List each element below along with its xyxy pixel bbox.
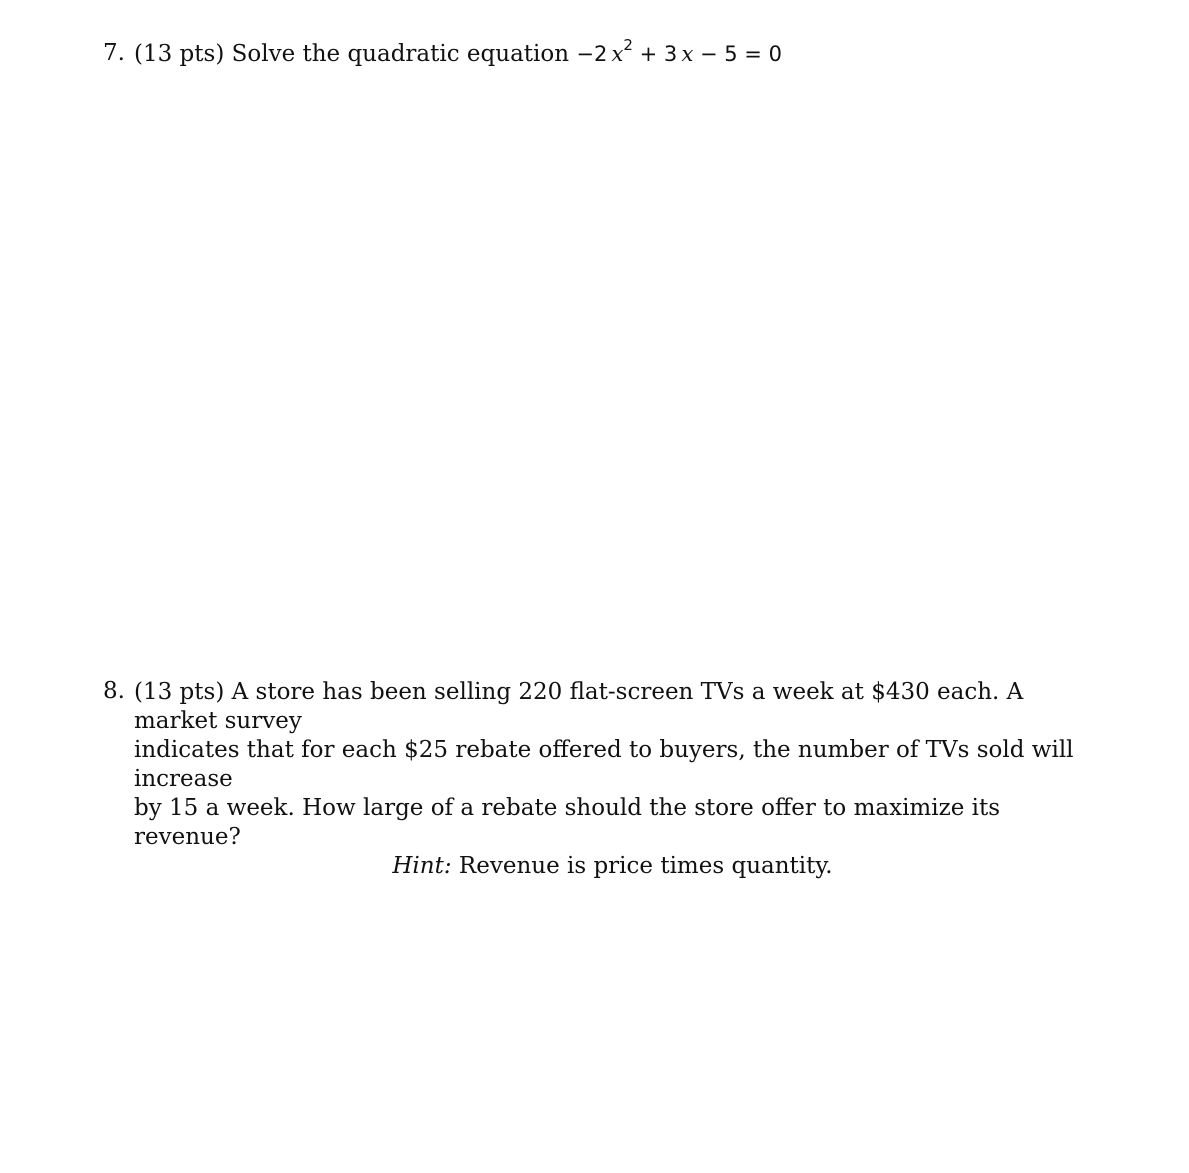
exponent: 2 [623,36,633,54]
problem-7-text [134,36,1103,69]
hint-text: Revenue is price times quantity. [458,853,833,879]
points-label: (13 pts) [134,41,225,67]
hint-label: Hint: [392,853,452,879]
coefficient-a: −2 [576,42,608,66]
problem-number: 8. [103,678,125,704]
equation-tail: − 5 = 0 [700,42,782,66]
problem-number: 7. [103,40,125,66]
points-label: (13 pts) [134,679,225,705]
hint [134,852,1103,881]
problem-8-line-2: indicates that for each $25 rebate offered to buyers, the number of TVs sold will increase [134,737,1074,792]
problem-8 [103,678,1103,881]
variable-x-2: x [681,42,694,66]
variable-x: x [611,42,624,66]
problem-8-line-1 [134,678,1103,736]
quadratic-equation [576,36,782,66]
problem-8-text [134,678,1103,881]
problem-8-line-3: by 15 a week. How large of a rebate should the store offer to maximize its revenue? [134,795,1001,850]
problem-7-prompt: Solve the quadratic equation [231,41,570,67]
problem-7 [103,36,1103,69]
problem-8-line-1-text: A store has been selling 220 flat-screen TVs a week at $430 each. A market survey [134,679,1024,734]
middle-term: + 3 [639,42,678,66]
